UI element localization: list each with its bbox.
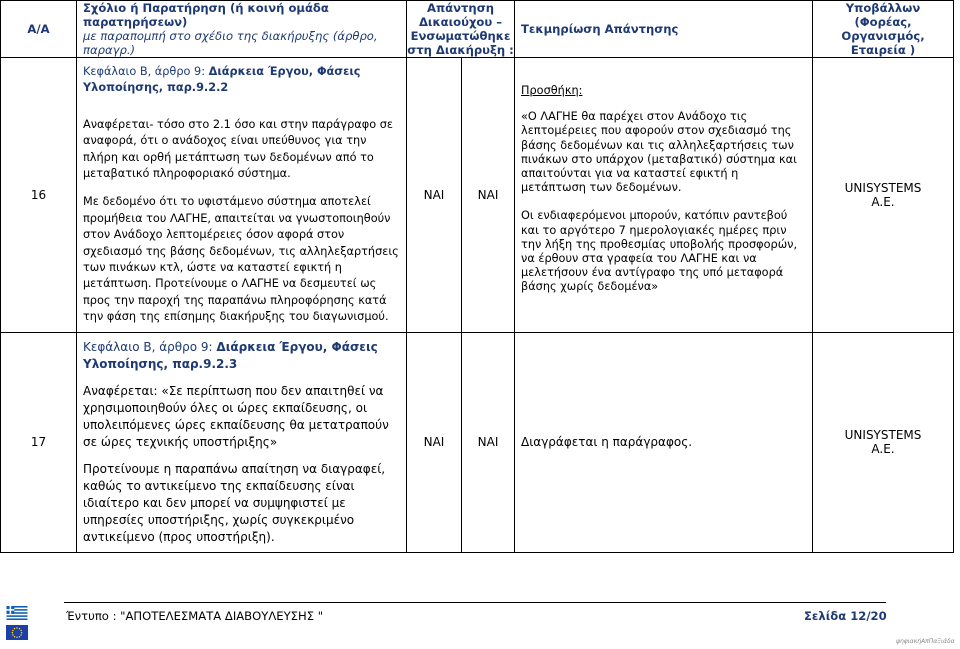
row-subject <box>77 332 407 552</box>
row-submitter: UNISYSTEMS A.E. <box>813 58 954 333</box>
evidence-title: Προσθήκη: <box>521 84 583 97</box>
row-number: 16 <box>1 58 77 333</box>
header-subject: Σχόλιο ή Παρατήρηση (ή κοινή ομάδα παρατηρήσεων) με παραπομπή στο σχέδιο της διακήρυξης (άρθρο, παραγρ.) <box>77 1 407 58</box>
row-paragraph: Προτείνουμε η παραπάνω απαίτηση να διαγραφεί, καθώς το αντικείμενο της εκπαίδευσης είναι ιδιαίτερο και δεν μπορεί να συμψηφιστεί με υπηρεσίες υποστήριξης, χωρίς συγκεκριμένο αντικείμενο (προς υποστήριξη). <box>83 461 386 544</box>
greek-flag-icon <box>6 606 28 620</box>
footer-form-label: Έντυπο : "ΑΠΟΤΕΛΕΣΜΑΤΑ ΔΙΑΒΟΥΛΕΥΣΗΣ " <box>66 609 324 623</box>
footer-page-number: Σελίδα 12/20 <box>804 609 887 623</box>
row-heading: Κεφάλαιο Β, άρθρο 9: Διάρκεια Έργου, Φάσεις Υλοποίησης, παρ.9.2.2 <box>83 65 361 95</box>
header-submitter: Υποβάλλων (Φορέας, Οργανισμός, Εταιρεία ) <box>813 1 954 58</box>
evidence-paragraph: «Ο ΛΑΓΗΕ θα παρέχει στον Ανάδοχο τις λεπτομέρειες που αφορούν στον σχεδιασμό της βάσης δεδομένων και τις αλληλεξαρτήσεις των πινάκων στο υπάρχον (μεταβατικό) σύστημα και απαιτούνται για να καταστεί εφικτή η μετάπτωση των δεδομένων. <box>521 110 797 195</box>
header-answer: Απάντηση Δικαιούχου – Ενσωματώθηκε στη Διακήρυξη : <box>407 1 514 57</box>
row-number: 17 <box>1 332 77 552</box>
header-evidence: Τεκμηρίωση Απάντησης <box>515 1 813 58</box>
row-paragraph: Με δεδομένο ότι το υφιστάμενο σύστημα αποτελεί προμήθεια του ΛΑΓΗΕ, απαιτείται να γνωστοποιηθούν στον Ανάδοχο λεπτομέρειες όσον αφορά στον σχεδιασμό της βάσης δεδομένων, τις αλληλεξαρτήσεις των πινάκων κτλ, ώστε να καταστεί εφικτή η μετάπτωση. Προτείνουμε ο ΛΑΓΗΕ να δεσμευτεί ως προς την παροχή της παραπάνω πληροφόρησης κατά την φάση της επίσημης διακήρυξης του διαγωνισμού. <box>83 195 399 324</box>
row-evidence <box>515 58 813 333</box>
row-paragraph: Αναφέρεται- τόσο στο 2.1 όσο και στην παράγραφο σε αναφορά, ότι ο ανάδοχος είναι υπεύθυνος για την πλήρη και ορθή μετάπτωση των δεδομένων από το μεταβατικό πληροφοριακό σύστημα. <box>83 117 393 181</box>
evidence-paragraph: Οι ενδιαφερόμενοι μπορούν, κατόπιν ραντεβού και το αργότερο 7 ημερολογιακές ημέρες πριν την λήξη της προθεσμίας υποβολής προσφορών, να έρθουν στα γραφεία του ΛΑΓΗΕ και να μελετήσουν ένα αντίγραφο της υπό μεταφορά βάσης χωρίς δεδομένα» <box>521 209 798 294</box>
header-aa: Α/Α <box>1 1 77 58</box>
row-submitter: UNISYSTEMS A.E. <box>813 332 954 552</box>
row-subject <box>77 58 407 333</box>
footer-rule <box>64 602 886 603</box>
table-row <box>1 332 954 552</box>
row-answer-1: ΝΑΙ <box>407 332 462 552</box>
row-heading: Κεφάλαιο Β, άρθρο 9: Διάρκεια Έργου, Φάσεις Υλοποίησης, παρ.9.2.3 <box>83 339 378 371</box>
row-evidence: Διαγράφεται η παράγραφος. <box>515 332 813 552</box>
row-paragraph: Αναφέρεται: «Σε περίπτωση που δεν απαιτηθεί να χρησιμοποιηθούν όλες οι ώρες εκπαίδευσης, οι υπολειπόμενες ώρες εκπαίδευσης θα μετατραπούν σε ώρες τεχνικής υποστήριξης» <box>83 383 389 449</box>
table-row <box>1 58 954 333</box>
table-header-row <box>1 1 954 58</box>
eu-flag-icon <box>6 625 28 640</box>
row-answer-2: ΝΑΙ <box>462 332 515 552</box>
row-answer-2: ΝΑΙ <box>462 58 515 333</box>
row-answer-1: ΝΑΙ <box>407 58 462 333</box>
program-logo: ψηφιακήΑπΠαΞιάδα <box>896 638 955 645</box>
